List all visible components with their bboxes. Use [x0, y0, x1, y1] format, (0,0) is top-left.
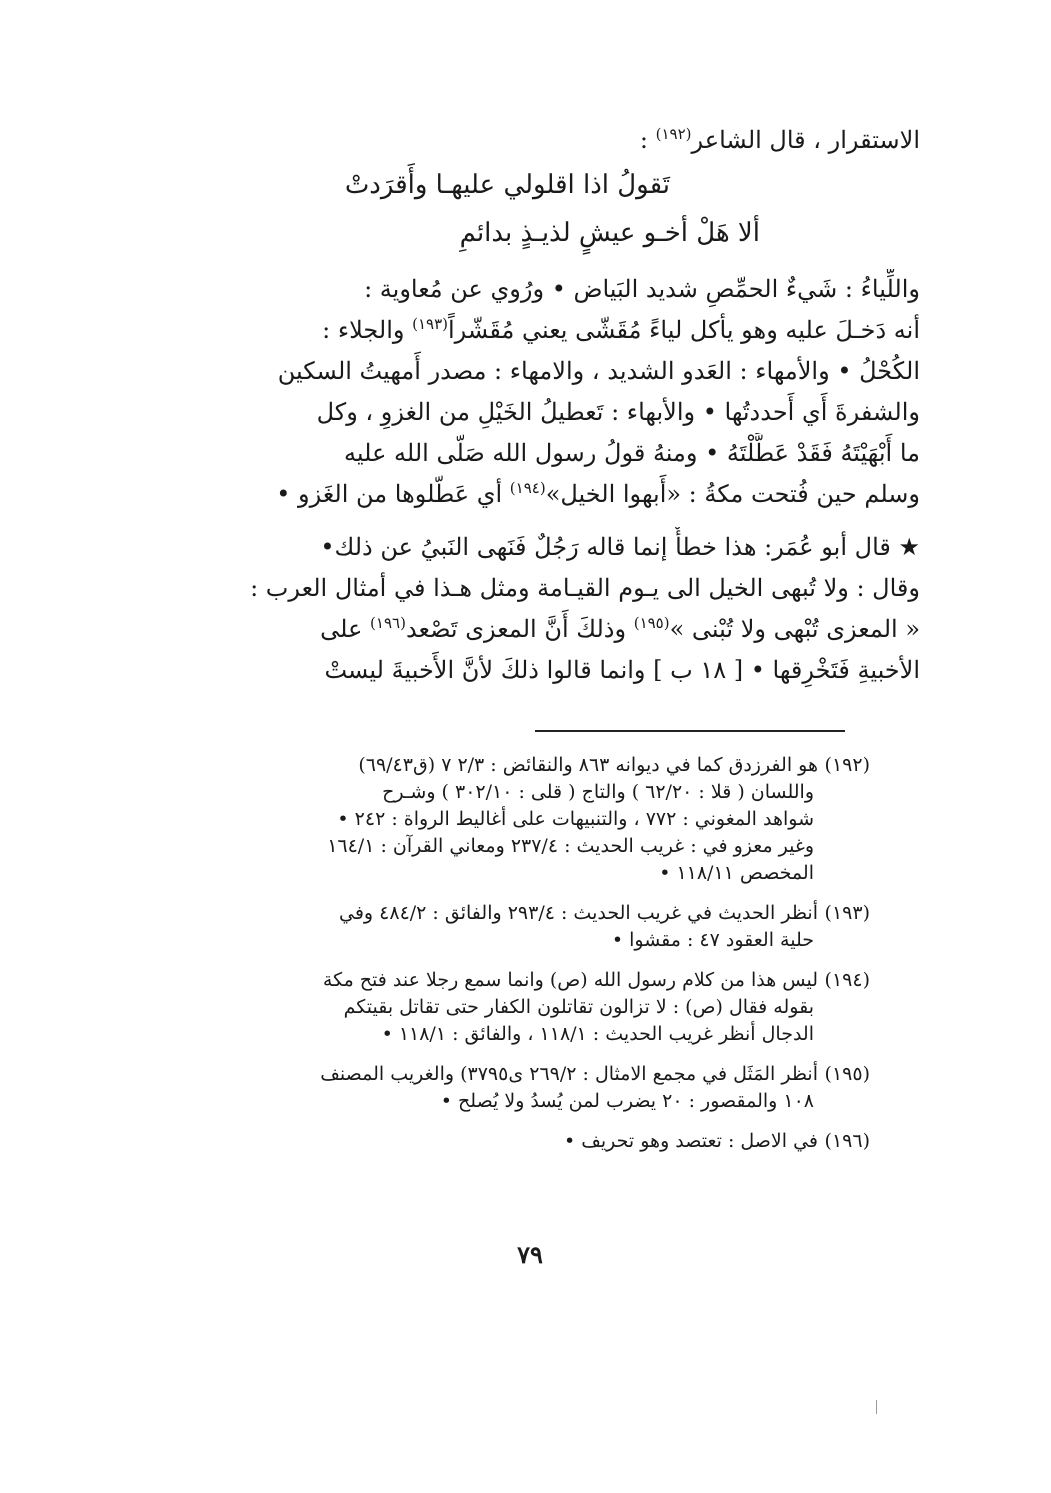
footnote-192 — [190, 752, 870, 887]
footnote-line: بقوله فقال (ص) : لا تزالون تقاتلون الكفار حتى تقاتل بقيتكم — [343, 996, 814, 1018]
footnote-194 — [190, 967, 870, 1048]
footnote-195 — [190, 1061, 870, 1115]
footnote-ref-193[interactable]: (١٩٣) — [412, 315, 449, 333]
paragraph-1-line-3: الكُحْلُ • والأمهاء : العَدو الشديد ، والامهاء : مصدر أَمهيتُ السكين — [277, 357, 920, 385]
paragraph-1-line-5: ما أَبْهَيْتَهُ فَقَدْ عَطَّلْتَهُ • ومنهُ قولُ رسول الله صَلّى الله عليه — [344, 439, 920, 467]
footnote-number: (١٩٤) — [824, 969, 870, 991]
footnote-line: (١٩٦)في الاصل : تعتصد وهو تحريف • — [190, 1128, 870, 1155]
footnote-ref-195[interactable]: (١٩٥) — [633, 614, 670, 632]
intro-line: الاستقرار ، قال الشاعر$^{(١٩٢)}$ : — [639, 125, 920, 154]
footnote-line: (١٩٤)ليس هذا من كلام رسول الله (ص) وانما سمع رجلا عند فتح مكة — [190, 967, 870, 994]
footnote-line: شواهد المغوني : ٧٧٢ ، والتنبيهات على أغاليط الرواة : ٢٤٢ • — [337, 808, 814, 830]
paragraph-2-line-2: وقال : ولا تُبهى الخيل الى يـوم القيـامة ومثل هـذا في أمثال العرب : — [250, 574, 920, 602]
footnote-separator — [535, 730, 845, 732]
footnote-line: حلية العقود ٤٧ : مقشوا • — [611, 929, 814, 951]
paragraph-1-line-4: والشفرةَ أَي أَحددتُها • والأبهاء : تَعطيلُ الخَيْلِ من الغزوِ ، وكل — [316, 398, 920, 426]
main-text — [150, 120, 920, 691]
footnote-number: (١٩٦) — [824, 1130, 870, 1152]
paragraph-2-line-4: الأخبيةِ فَتَخْرِقها • [ ١٨ ب ] وانما قالوا ذلكَ لأنَّ الأَخبيةَ ليستْ — [324, 656, 920, 684]
paragraph-2-line-1: ★ قال أبو عُمَر: هذا خطأٌ إنما قاله رَجُلٌ فَنَهى النَبيُ عن ذلك• — [320, 533, 920, 561]
paragraph-2-line-3: « المعزى تُبْهى ولا تُبْنى »$^{(١٩٥)}$ وذلكَ أَنَّ المعزى تَصْعد$^{(١٩٦)}$ على — [320, 614, 920, 643]
footnote-line: الدجال أنظر غريب الحديث : ١١٨/١ ، والفائق : ١١٨/١ • — [381, 1023, 814, 1045]
footnote-ref-194[interactable]: (١٩٤) — [509, 479, 546, 497]
paragraph-1-line-6: وسلم حين فُتحت مكةُ : «أَبهوا الخيل»$^{(١٩٤)}$ أي عَطّلوها من الغَزو • — [276, 479, 920, 508]
footnote-196 — [190, 1128, 870, 1155]
footnote-line: (١٩٢)هو الفرزدق كما في ديوانه ٨٦٣ والنقائض : ٢/٣ ٧ (ق٦٩/٤٣) — [190, 752, 870, 779]
page-number: ٧٩ — [517, 1240, 543, 1269]
footnote-193 — [190, 900, 870, 954]
footnote-number: (١٩٢) — [824, 754, 870, 776]
paragraph-1-line-1: واللِّياءُ : شَيءٌ الحمِّصِ شديد البَياض • ورُوي عن مُعاوية : — [364, 275, 920, 303]
margin-mark — [876, 1400, 877, 1414]
footnotes-section — [190, 752, 870, 1168]
verse-line-1: تَقولُ اذا اقلولي عليهـا وأَقرَدتْ — [344, 170, 670, 200]
footnote-ref-192[interactable]: (١٩٢) — [655, 125, 692, 143]
footnote-line: ١٠٨ والمقصور : ٢٠ يضرب لمن يُسدُ ولا يُصلح • — [440, 1090, 814, 1112]
footnote-ref-196[interactable]: (١٩٦) — [370, 614, 406, 632]
paragraph-1-line-2: أنه دَخـلَ عليه وهو يأكل لياءً مُقَشّى يعني مُقَشّراً$^{(١٩٣)}$ والجلاء : — [322, 315, 920, 344]
verse-line-2: ألا هَلْ أخـو عيشٍ لذيـذٍ بدائمِ — [459, 218, 760, 248]
footnote-line: (١٩٥)أنظر المَثَل في مجمع الامثال : ٢٦٩/٢ ى٣٧٩٥) والغريب المصنف — [190, 1061, 870, 1088]
footnote-line: (١٩٣)أنظر الحديث في غريب الحديث : ٢٩٣/٤ والفائق : ٤٨٤/٢ وفي — [190, 900, 870, 927]
footnote-line: وغير معزو في : غريب الحديث : ٢٣٧/٤ ومعاني القرآن : ١٦٤/١ — [327, 835, 814, 857]
footnote-line: واللسان ( قلا : ٦٢/٢٠ ) والتاج ( قلى : ٣٠٢/١٠ ) وشـرح — [382, 781, 814, 803]
footnote-number: (١٩٣) — [824, 902, 870, 924]
footnote-number: (١٩٥) — [824, 1063, 870, 1085]
footnote-line: المخصص ١١٨/١١ • — [659, 862, 814, 884]
paragraph-gap — [150, 257, 920, 269]
paragraph-gap — [150, 515, 920, 527]
